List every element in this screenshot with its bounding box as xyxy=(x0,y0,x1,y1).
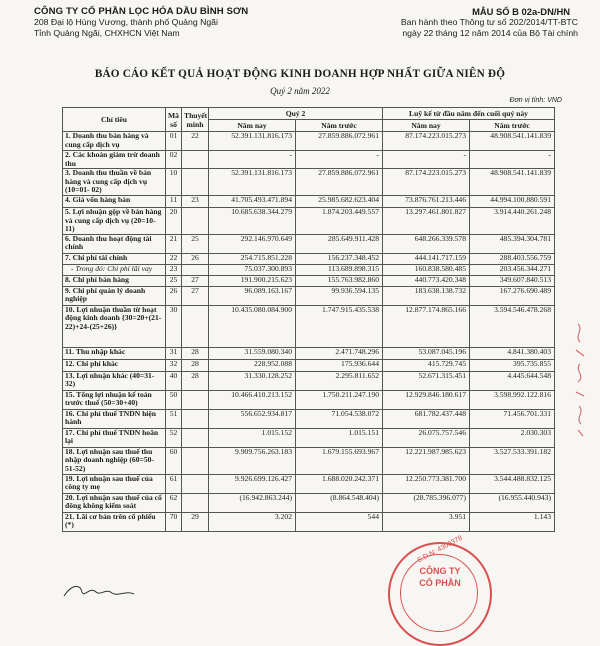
row-label: 21. Lãi cơ bản trên cổ phiếu (*) xyxy=(63,512,166,531)
row-note: 27 xyxy=(182,286,209,305)
issued-line1: Ban hành theo Thông tư số 202/2014/TT-BTC xyxy=(400,17,578,27)
row-quarter-last-year: 27.859.886.072.961 xyxy=(296,132,383,151)
row-label: 12. Chi phí khác xyxy=(63,359,166,371)
row-label: 18. Lợi nhuận sau thuế thu nhập doanh nghiệp (60=50-51-52) xyxy=(63,447,166,474)
row-ytd-last-year: 203.456.344.271 xyxy=(470,264,555,275)
row-code: 21 xyxy=(166,234,182,253)
row-note xyxy=(182,390,209,409)
row-note xyxy=(182,151,209,169)
row-quarter-last-year: 1.679.155.693.967 xyxy=(296,447,383,474)
table-row xyxy=(63,195,555,207)
row-label: 5. Lợi nhuận gộp về bán hàng và cung cấp dịch vụ (20=10-11) xyxy=(63,207,166,234)
row-code: 60 xyxy=(166,447,182,474)
row-quarter-last-year: 1.688.020.242.371 xyxy=(296,474,383,493)
row-code: 10 xyxy=(166,169,182,196)
company-address-line2: Tỉnh Quảng Ngãi, CHXHCN Việt Nam xyxy=(34,27,180,38)
row-quarter-this-year: 96.089.163.167 xyxy=(209,286,296,305)
row-ytd-last-year: 3.914.440.261.248 xyxy=(470,207,555,234)
form-header xyxy=(316,6,586,38)
row-code: 22 xyxy=(166,253,182,264)
header-quarter-last-year: Năm trước xyxy=(296,120,383,132)
row-ytd-this-year: 52.671.315.451 xyxy=(383,371,470,390)
row-note xyxy=(182,305,209,347)
row-ytd-this-year: 648.266.339.578 xyxy=(383,234,470,253)
row-ytd-last-year: 2.030.303 xyxy=(470,428,555,447)
row-code: 31 xyxy=(166,347,182,359)
row-quarter-last-year: 1.747.915.435.538 xyxy=(296,305,383,347)
row-ytd-last-year: 167.276.690.489 xyxy=(470,286,555,305)
row-quarter-this-year: 1.015.152 xyxy=(209,428,296,447)
row-note xyxy=(182,447,209,474)
seal-line1: CÔNG TY xyxy=(419,566,461,576)
header-quarter-this-year: Năm nay xyxy=(209,120,296,132)
row-ytd-last-year: 1.143 xyxy=(470,512,555,531)
row-note: 29 xyxy=(182,512,209,531)
row-label: 11. Thu nhập khác xyxy=(63,347,166,359)
table-row xyxy=(63,347,555,359)
table-row xyxy=(63,169,555,196)
row-ytd-this-year: 681.782.437.448 xyxy=(383,409,470,428)
row-label: 1. Doanh thu bán hàng và cung cấp dịch vụ xyxy=(63,132,166,151)
row-ytd-this-year: 440.773.420.348 xyxy=(383,275,470,286)
row-quarter-this-year: 10.466.410.213.152 xyxy=(209,390,296,409)
row-quarter-last-year: 1.750.211.247.190 xyxy=(296,390,383,409)
table-row xyxy=(63,390,555,409)
row-note: 23 xyxy=(182,195,209,207)
form-number: MẪU SỐ B 02a-DN/HN xyxy=(472,6,570,17)
table-row xyxy=(63,264,555,275)
table-row xyxy=(63,447,555,474)
row-ytd-this-year: 444.141.717.159 xyxy=(383,253,470,264)
row-code: 32 xyxy=(166,359,182,371)
row-quarter-this-year: 9.926.699.126.427 xyxy=(209,474,296,493)
row-quarter-last-year: 2.295.811.652 xyxy=(296,371,383,390)
row-quarter-this-year: 31.559.080.340 xyxy=(209,347,296,359)
company-header xyxy=(34,6,304,38)
row-ytd-last-year: - xyxy=(470,151,555,169)
table-row xyxy=(63,253,555,264)
income-statement-table xyxy=(62,107,555,532)
table-row xyxy=(63,132,555,151)
row-quarter-this-year: 3.202 xyxy=(209,512,296,531)
row-quarter-this-year: - xyxy=(209,151,296,169)
row-code: 11 xyxy=(166,195,182,207)
row-quarter-this-year: 9.909.756.263.183 xyxy=(209,447,296,474)
header-ma-so: Mã số xyxy=(166,108,182,132)
header-ytd-last-year: Năm trước xyxy=(470,120,555,132)
row-quarter-this-year: 191.900.215.623 xyxy=(209,275,296,286)
header-year-to-date: Luỹ kế từ đầu năm đến cuối quý này xyxy=(383,108,555,120)
row-code: 02 xyxy=(166,151,182,169)
row-ytd-last-year: 485.394.304.781 xyxy=(470,234,555,253)
handwritten-annotation xyxy=(570,320,590,440)
row-quarter-this-year: 31.330.128.252 xyxy=(209,371,296,390)
row-code: 40 xyxy=(166,371,182,390)
row-ytd-last-year: 44.994.100.880.591 xyxy=(470,195,555,207)
company-name: CÔNG TY CỔ PHẦN LỌC HÓA DẦU BÌNH SƠN xyxy=(34,6,249,17)
row-note: 28 xyxy=(182,371,209,390)
row-ytd-this-year: 12.250.773.381.700 xyxy=(383,474,470,493)
table-row xyxy=(63,234,555,253)
row-label: 15. Tổng lợi nhuận kế toán trước thuế (50=30+40) xyxy=(63,390,166,409)
row-quarter-last-year: 25.985.682.623.404 xyxy=(296,195,383,207)
row-ytd-last-year: 3.598.992.122.816 xyxy=(470,390,555,409)
row-note xyxy=(182,409,209,428)
row-ytd-this-year: - xyxy=(383,151,470,169)
signature xyxy=(60,582,160,600)
table-row xyxy=(63,371,555,390)
row-ytd-last-year: 48.908.541.141.839 xyxy=(470,169,555,196)
row-label: 10. Lợi nhuận thuần từ hoạt động kinh doanh {30=20+(21-22)+24-(25+26)} xyxy=(63,305,166,347)
table-row xyxy=(63,286,555,305)
row-quarter-last-year: 2.471.748.296 xyxy=(296,347,383,359)
table-row xyxy=(63,305,555,347)
row-label: 13. Lợi nhuận khác (40=31-32) xyxy=(63,371,166,390)
row-quarter-last-year: 113.689.898.315 xyxy=(296,264,383,275)
row-ytd-this-year: 53.087.045.196 xyxy=(383,347,470,359)
header-quarter: Quý 2 xyxy=(209,108,383,120)
report-title: BÁO CÁO KẾT QUẢ HOẠT ĐỘNG KINH DOANH HỢP NHẤT GIỮA NIÊN ĐỘ xyxy=(94,68,506,80)
row-ytd-last-year: 3.527.533.391.182 xyxy=(470,447,555,474)
seal-line2: CỔ PHẦN xyxy=(419,578,461,588)
row-ytd-this-year: 12.877.174.865.166 xyxy=(383,305,470,347)
row-ytd-last-year: 395.735.855 xyxy=(470,359,555,371)
row-code: 25 xyxy=(166,275,182,286)
row-ytd-this-year: 160.838.580.485 xyxy=(383,264,470,275)
row-ytd-this-year: (28.785.396.077) xyxy=(383,493,470,512)
row-ytd-last-year: 349.607.840.513 xyxy=(470,275,555,286)
row-quarter-this-year: 41.705.493.471.894 xyxy=(209,195,296,207)
row-quarter-this-year: 52.391.131.816.173 xyxy=(209,169,296,196)
row-code: 61 xyxy=(166,474,182,493)
header-chi-tieu: Chỉ tiêu xyxy=(63,108,166,132)
row-note: 26 xyxy=(182,253,209,264)
row-ytd-this-year: 415.729.745 xyxy=(383,359,470,371)
row-ytd-last-year: 288.403.556.759 xyxy=(470,253,555,264)
row-ytd-last-year: 3.594.546.478.268 xyxy=(470,305,555,347)
row-quarter-last-year: 285.649.911.428 xyxy=(296,234,383,253)
table-row xyxy=(63,275,555,286)
row-ytd-this-year: 87.174.223.015.273 xyxy=(383,169,470,196)
row-code: 51 xyxy=(166,409,182,428)
row-label: 3. Doanh thu thuần về bán hàng và cung cấp dịch vụ (10=01- 02) xyxy=(63,169,166,196)
row-note xyxy=(182,474,209,493)
seal-number: S.D.N: 4300378 xyxy=(416,534,464,565)
row-quarter-last-year: 1.015.151 xyxy=(296,428,383,447)
row-note xyxy=(182,428,209,447)
row-note: 28 xyxy=(182,359,209,371)
row-note xyxy=(182,264,209,275)
row-quarter-last-year: (8.864.548.404) xyxy=(296,493,383,512)
row-ytd-last-year: 4.841.380.403 xyxy=(470,347,555,359)
row-label: 16. Chi phí thuế TNDN hiện hành xyxy=(63,409,166,428)
row-quarter-last-year: 99.936.594.135 xyxy=(296,286,383,305)
row-code: 30 xyxy=(166,305,182,347)
row-ytd-this-year: 12.221.987.985.623 xyxy=(383,447,470,474)
row-ytd-last-year: 48.908.541.141.839 xyxy=(470,132,555,151)
header-ytd-this-year: Năm nay xyxy=(383,120,470,132)
company-address-line1: 208 Đại lộ Hùng Vương, thành phố Quảng Ngãi xyxy=(34,17,218,27)
row-ytd-last-year: 4.445.644.548 xyxy=(470,371,555,390)
table-row xyxy=(63,359,555,371)
row-ytd-last-year: 71.456.701.331 xyxy=(470,409,555,428)
row-code: 26 xyxy=(166,286,182,305)
company-seal xyxy=(388,534,492,646)
row-ytd-last-year: 3.544.488.832.125 xyxy=(470,474,555,493)
row-ytd-last-year: (16.955.440.943) xyxy=(470,493,555,512)
row-ytd-this-year: 26.075.757.546 xyxy=(383,428,470,447)
row-quarter-this-year: 10.435.080.084.900 xyxy=(209,305,296,347)
row-code: 62 xyxy=(166,493,182,512)
row-quarter-last-year: - xyxy=(296,151,383,169)
row-quarter-last-year: 156.237.348.452 xyxy=(296,253,383,264)
row-quarter-last-year: 71.054.538.072 xyxy=(296,409,383,428)
table-body xyxy=(63,132,555,532)
row-code: 20 xyxy=(166,207,182,234)
row-ytd-this-year: 183.638.138.732 xyxy=(383,286,470,305)
row-quarter-last-year: 175.936.644 xyxy=(296,359,383,371)
table-row xyxy=(63,409,555,428)
row-label: 19. Lợi nhuận sau thuế của công ty mẹ xyxy=(63,474,166,493)
row-label: 20. Lợi nhuận sau thuế của cổ đông không kiểm soát xyxy=(63,493,166,512)
row-quarter-last-year: 1.874.203.449.557 xyxy=(296,207,383,234)
row-code: 50 xyxy=(166,390,182,409)
row-label: 7. Chi phí tài chính xyxy=(63,253,166,264)
row-ytd-this-year: 73.876.761.213.446 xyxy=(383,195,470,207)
row-label: 6. Doanh thu hoạt động tài chính xyxy=(63,234,166,253)
table-row xyxy=(63,428,555,447)
row-quarter-this-year: 10.685.638.344.279 xyxy=(209,207,296,234)
report-period: Quý 2 năm 2022 xyxy=(270,86,330,96)
row-quarter-this-year: 228.952.088 xyxy=(209,359,296,371)
row-note xyxy=(182,169,209,196)
table-row xyxy=(63,151,555,169)
row-ytd-this-year: 3.951 xyxy=(383,512,470,531)
row-code: 70 xyxy=(166,512,182,531)
row-code: 23 xyxy=(166,264,182,275)
row-note: 22 xyxy=(182,132,209,151)
row-code: 52 xyxy=(166,428,182,447)
row-quarter-last-year: 544 xyxy=(296,512,383,531)
row-label: 8. Chi phí bán hàng xyxy=(63,275,166,286)
row-quarter-last-year: 27.859.886.072.961 xyxy=(296,169,383,196)
row-note: 25 xyxy=(182,234,209,253)
currency-unit: Đơn vị tính: VND xyxy=(509,97,562,104)
row-note xyxy=(182,493,209,512)
row-ytd-this-year: 87.174.223.015.273 xyxy=(383,132,470,151)
row-label: 17. Chi phí thuế TNDN hoãn lại xyxy=(63,428,166,447)
row-quarter-this-year: 52.391.131.816.173 xyxy=(209,132,296,151)
row-quarter-last-year: 155.763.982.860 xyxy=(296,275,383,286)
row-note: 28 xyxy=(182,347,209,359)
issued-line2: ngày 22 tháng 12 năm 2014 của Bộ Tài chính xyxy=(402,27,578,38)
row-quarter-this-year: (16.942.863.244) xyxy=(209,493,296,512)
row-label: 9. Chi phí quản lý doanh nghiệp xyxy=(63,286,166,305)
row-quarter-this-year: 292.146.970.649 xyxy=(209,234,296,253)
row-ytd-this-year: 12.929.846.180.617 xyxy=(383,390,470,409)
row-ytd-this-year: 13.297.461.801.827 xyxy=(383,207,470,234)
row-label: 2. Các khoản giảm trừ doanh thu xyxy=(63,151,166,169)
row-quarter-this-year: 556.652.934.817 xyxy=(209,409,296,428)
table-row xyxy=(63,493,555,512)
table-row xyxy=(63,207,555,234)
row-note: 27 xyxy=(182,275,209,286)
table-row xyxy=(63,474,555,493)
row-quarter-this-year: 75.037.300.893 xyxy=(209,264,296,275)
header-thuyet-minh: Thuyết minh xyxy=(182,108,209,132)
row-quarter-this-year: 254.715.851.228 xyxy=(209,253,296,264)
row-code: 01 xyxy=(166,132,182,151)
row-label: - Trong đó: Chi phí lãi vay xyxy=(63,264,166,275)
row-label: 4. Giá vốn hàng bán xyxy=(63,195,166,207)
row-note xyxy=(182,207,209,234)
